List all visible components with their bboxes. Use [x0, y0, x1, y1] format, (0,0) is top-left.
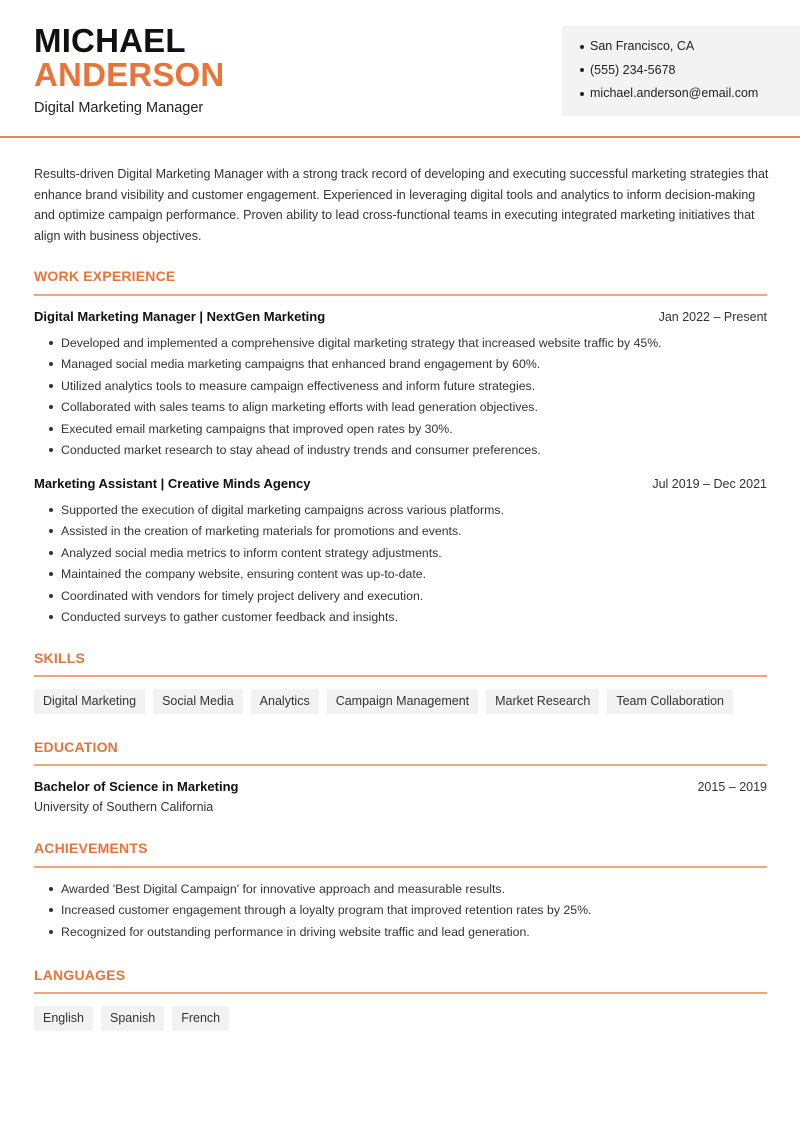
language-tags — [34, 1006, 229, 1031]
list-item-text: Awarded 'Best Digital Campaign' for innovative approach and measurable results. — [61, 882, 505, 896]
bullet-icon — [49, 615, 53, 619]
section-title-languages: LANGUAGES — [34, 967, 126, 983]
job-bullets — [34, 502, 767, 630]
list-item-text: Coordinated with vendors for timely project delivery and execution. — [61, 588, 424, 603]
list-item-text: Conducted market research to stay ahead of industry trends and consumer preferences. — [61, 442, 541, 457]
list-item-text: Supported the execution of digital marketing campaigns across various platforms. — [61, 503, 504, 517]
achievements-list — [34, 881, 767, 945]
language-tag: French — [172, 1006, 229, 1031]
list-item-text: Maintained the company website, ensuring content was up-to-date. — [61, 567, 427, 582]
first-name: MICHAEL — [34, 22, 186, 59]
skill-tag: Analytics — [251, 689, 319, 714]
bullet-icon — [580, 68, 584, 72]
list-item — [34, 356, 767, 377]
list-item — [34, 881, 767, 902]
contact-email — [580, 85, 800, 109]
language-tag: English — [34, 1006, 93, 1031]
bullet-icon — [49, 529, 53, 533]
list-item-text: Executed email marketing campaigns that improved open rates by 30%. — [61, 421, 453, 436]
list-item — [34, 523, 767, 544]
section-divider — [34, 866, 767, 868]
list-item-text: Conducted surveys to gather customer feedback and insights. — [61, 609, 398, 624]
list-item — [34, 902, 767, 923]
job-dates: Jan 2022 – Present — [658, 310, 767, 324]
skill-tag: Social Media — [153, 689, 243, 714]
section-divider — [34, 764, 767, 766]
list-item — [34, 378, 767, 399]
list-item-text: Collaborated with sales teams to align marketing efforts with lead generation objectives. — [61, 400, 538, 415]
bullet-icon — [49, 405, 53, 409]
section-title-work: WORK EXPERIENCE — [34, 268, 176, 284]
bullet-icon — [49, 341, 53, 345]
skill-tag: Campaign Management — [327, 689, 478, 714]
list-item — [34, 566, 767, 587]
resume-header — [0, 0, 800, 138]
list-item — [34, 335, 767, 356]
contact-phone — [580, 62, 800, 86]
last-name: ANDERSON — [34, 56, 225, 93]
summary: Results-driven Digital Marketing Manager with a strong track record of developing and executing successful marketing strategies that enhance brand visibility and customer engagement. Experienced in leveraging digital tools and analytics to inform decision-making and optimize campaign performance. Proven ability to lead cross-functional teams in executing integrated marketing initiatives that align with business objectives. — [34, 167, 769, 243]
list-item-text: Increased customer engagement through a loyalty program that improved retention rates by 25%. — [61, 903, 592, 918]
job-header — [34, 309, 767, 324]
bullet-icon — [580, 92, 584, 96]
education-header — [34, 779, 767, 794]
bullet-icon — [49, 384, 53, 388]
section-divider — [34, 675, 767, 677]
degree: Bachelor of Science in Marketing — [34, 779, 239, 794]
section-title-achievements: ACHIEVEMENTS — [34, 840, 148, 856]
skill-tag: Team Collaboration — [607, 689, 733, 714]
list-item — [34, 545, 767, 566]
contact-location-text: San Francisco, CA — [590, 39, 695, 53]
list-item-text: Managed social media marketing campaigns that enhanced brand engagement by 60%. — [61, 357, 541, 372]
skill-tag: Digital Marketing — [34, 689, 145, 714]
bullet-icon — [49, 448, 53, 452]
list-item-text: Analyzed social media metrics to inform content strategy adjustments. — [61, 545, 442, 560]
list-item — [34, 502, 767, 523]
contact-email-text: michael.anderson@email.com — [590, 86, 759, 100]
job-title: Digital Marketing Manager — [34, 100, 204, 116]
education-dates: 2015 – 2019 — [697, 780, 767, 794]
list-item — [34, 588, 767, 609]
list-item-text: Developed and implemented a comprehensive digital marketing strategy that increased website traffic by 45%. — [61, 336, 662, 350]
bullet-icon — [49, 908, 53, 912]
bullet-icon — [49, 887, 53, 891]
school: University of Southern California — [34, 800, 214, 814]
bullet-icon — [49, 572, 53, 576]
job-role: Marketing Assistant | Creative Minds Agency — [34, 476, 311, 491]
contact-box — [562, 26, 800, 116]
language-tag: Spanish — [101, 1006, 164, 1031]
list-item — [34, 399, 767, 420]
bullet-icon — [49, 427, 53, 431]
list-item — [34, 421, 767, 442]
bullet-icon — [49, 551, 53, 555]
list-item-text: Utilized analytics tools to measure campaign effectiveness and inform future strategies. — [61, 378, 536, 393]
contact-phone-text: (555) 234-5678 — [590, 62, 676, 77]
list-item — [34, 609, 767, 630]
job-role: Digital Marketing Manager | NextGen Marketing — [34, 309, 326, 324]
bullet-icon — [49, 362, 53, 366]
bullet-icon — [580, 45, 584, 49]
bullet-icon — [49, 594, 53, 598]
section-divider — [34, 294, 767, 296]
skills-tags — [34, 689, 733, 714]
job-dates: Jul 2019 – Dec 2021 — [652, 477, 767, 491]
section-title-education: EDUCATION — [34, 739, 118, 755]
bullet-icon — [49, 930, 53, 934]
bullet-icon — [49, 508, 53, 512]
contact-location — [580, 38, 800, 62]
skill-tag: Market Research — [486, 689, 599, 714]
list-item — [34, 924, 767, 945]
list-item-text: Assisted in the creation of marketing materials for promotions and events. — [61, 524, 462, 539]
section-divider — [34, 992, 767, 994]
list-item-text: Recognized for outstanding performance in driving website traffic and lead generation. — [61, 924, 530, 939]
section-title-skills: SKILLS — [34, 650, 85, 666]
job-bullets — [34, 335, 767, 463]
list-item — [34, 442, 767, 463]
job-header — [34, 476, 767, 491]
